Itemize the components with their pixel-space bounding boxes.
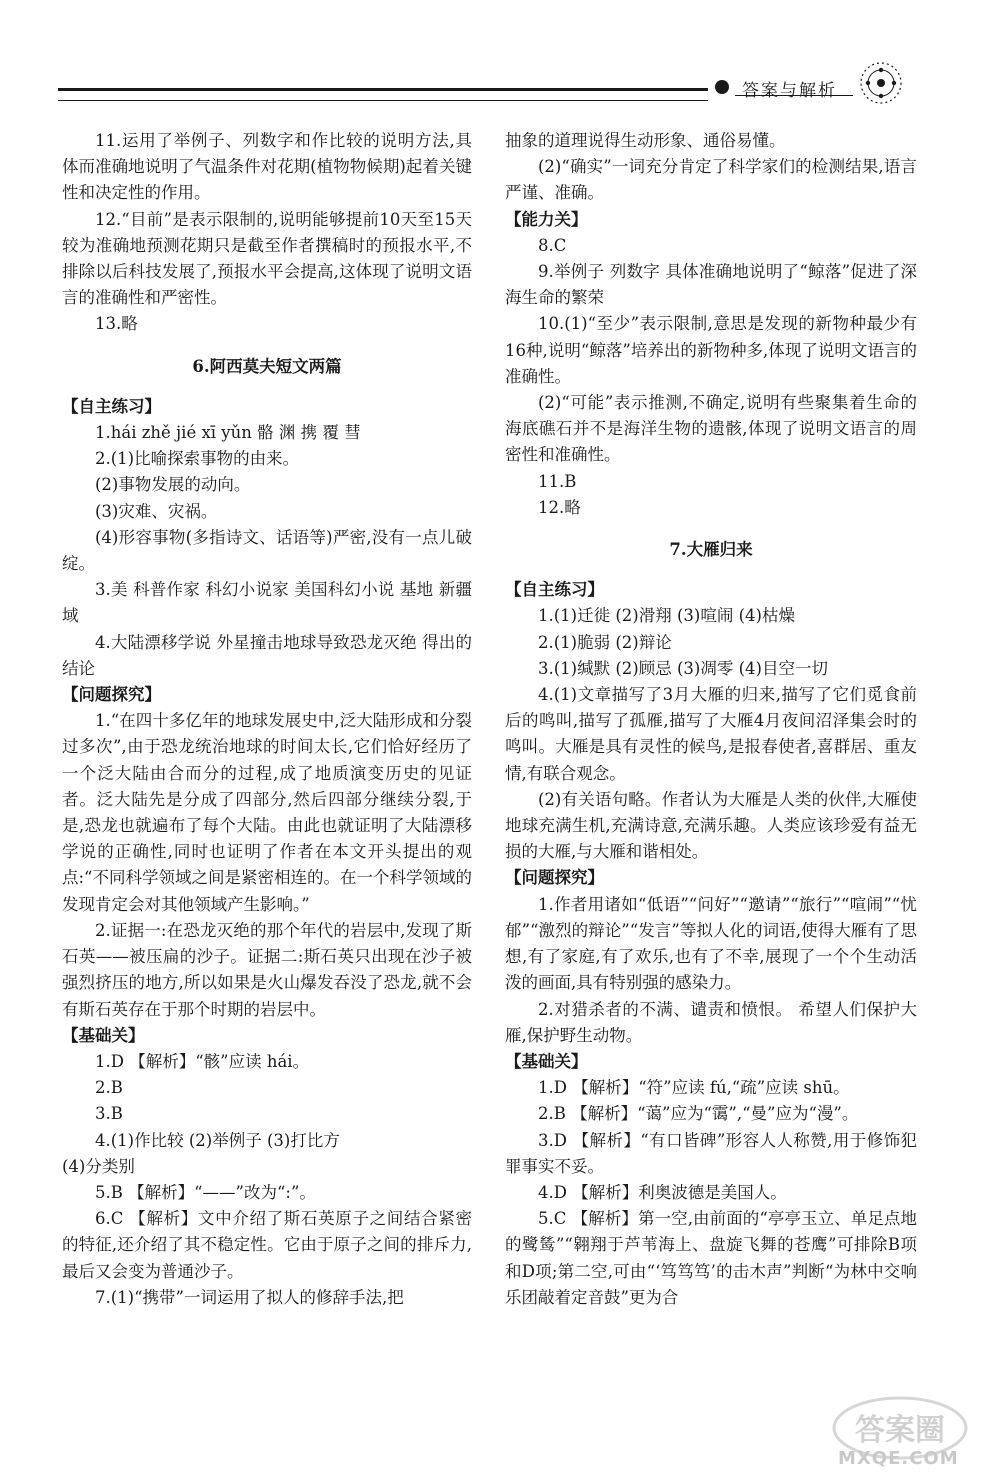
answer-paragraph: 11.运用了举例子、列数字和作比较的说明方法,具体而准确地说明了气温条件对花期(植物物候期)起着关键性和决定性的作用。: [62, 131, 472, 203]
answer-paragraph: 3.(1)缄默 (2)顾忌 (3)凋零 (4)目空一切: [538, 658, 828, 678]
answer-paragraph: 3.美 科普作家 科幻小说家 美国科幻小说 基地 新疆域: [62, 580, 472, 626]
watermark-logo-text: 答案圈: [855, 1413, 945, 1448]
answer-paragraph: 1.hái zhě jié xī yǔn 骼 渊 携 覆 彗: [95, 423, 361, 443]
answer-paragraph: 4.(1)文章描写了3月大雁的归来,描写了它们觅食前后的鸣叫,描写了孤雁,描写了大雁4月夜间沼泽集会时的鸣叫。大雁是具有灵性的候鸟,是报春使者,喜群居、重友情,有联合观念。: [505, 685, 917, 783]
bullet-icon: [715, 80, 729, 94]
answer-paragraph: 5.B 【解析】“——”改为“:”。: [95, 1182, 316, 1202]
answer-paragraph: (2)“可能”表示推测,不确定,说明有些聚集着生命的海底礁石并不是海洋生物的遗骸,体现了说明文语言的周密性和准确性。: [505, 393, 917, 465]
answer-paragraph: 9.举例子 列数字 具体准确地说明了“鲸落”促进了深海生命的繁荣: [505, 262, 917, 308]
answer-paragraph: 1.“在四十多亿年的地球发展史中,泛大陆形成和分裂过多次”,由于恐龙统治地球的时间太长,它们恰好经历了一个泛大陆由合而分的过程,成了地质演变历史的见证者。泛大陆先是分成了四部分,然后四部分继续分裂,于是,恐龙也就遍布了每个大陆。由此也就证明了大陆漂移学说的正确性,同时也证明了作者在本文开头提出的观点:“不同科学领域之间是紧密相连的。在一个科学领域的发现肯定会对其他领域产生影响。”: [62, 711, 472, 914]
answer-paragraph: 2.证据一:在恐龙灭绝的那个年代的岩层中,发现了斯石英——被压扁的沙子。证据二:斯石英只出现在沙子被强烈挤压的地方,所以如果是火山爆发吞没了恐龙,就不会有斯石英存在于那个时期的岩层中。: [62, 920, 472, 1019]
section-tag: 【问题探究】: [505, 868, 604, 888]
answer-paragraph: 4.(1)作比较 (2)举例子 (3)打比方: [95, 1130, 340, 1150]
section-tag: 【能力关】: [505, 209, 588, 229]
answer-paragraph: 3.D 【解析】“有口皆碑”形容人人称赞,用于修饰犯罪事实不妥。: [505, 1130, 917, 1176]
section-title: 7.大雁归来: [669, 540, 753, 560]
answer-paragraph: (2)有关语句略。作者认为大雁是人类的伙伴,大雁使地球充满生机,充满诗意,充满乐趣。人类应该珍爱有益无损的大雁,与大雁和谐相处。: [505, 789, 917, 862]
left-column: [62, 128, 472, 1311]
answer-paragraph: 7.(1)“携带”一词运用了拟人的修辞手法,把: [95, 1287, 404, 1307]
answer-paragraph: 2.B 【解析】“蔼”应为“霭”,“曼”应为“漫”。: [538, 1104, 859, 1124]
flower-emblem-icon: [858, 60, 904, 106]
answer-paragraph: 2.(1)脆弱 (2)辩论: [538, 632, 672, 652]
answer-paragraph: 13.略: [95, 314, 138, 334]
answer-paragraph: 1.D 【解析】“符”应读 fú,“疏”应读 shū。: [538, 1078, 850, 1098]
answer-paragraph: 1.作者用诸如“低语”“问好”“邀请”“旅行”“喧闹”“忧郁”“激烈的辩论”“发言”等拟人化的词语,使得大雁有了思想,有了家庭,有了欢乐,也有了不幸,展现了一个个生动活泼的画面,具有特别强的感染力。: [505, 894, 917, 993]
section-title: 6.阿西莫夫短文两篇: [192, 356, 342, 376]
answer-paragraph: 12.“目前”是表示限制的,说明能够提前10天至15天较为准确地预测花期只是截至作者撰稿时的预报水平,不排除以后科技发展了,预报水平会提高,这体现了说明文语言的准确性和严密性。: [62, 209, 472, 308]
answer-paragraph: (2)“确实”一词充分肯定了科学家们的检测结果,语言严谨、准确。: [505, 157, 917, 203]
answer-paragraph: 1.(1)迁徙 (2)滑翔 (3)喧闹 (4)枯燥: [538, 606, 795, 626]
section-tag: 【基础关】: [505, 1051, 588, 1071]
watermark-url: MXQE.COM: [838, 1448, 959, 1469]
answer-paragraph: (2)事物发展的动向。: [95, 475, 251, 495]
answer-paragraph: 2.B: [95, 1078, 123, 1098]
answer-paragraph: 12.略: [538, 497, 581, 517]
section-tag: 【问题探究】: [62, 685, 161, 705]
right-column: [505, 128, 917, 1311]
section-tag: 【自主练习】: [505, 580, 604, 600]
answer-paragraph: 8.C: [538, 235, 567, 255]
section-tag: 【基础关】: [62, 1025, 145, 1045]
answer-paragraph: 1.D 【解析】“骸”应读 hái。: [95, 1051, 310, 1071]
answer-paragraph: 6.C 【解析】文中介绍了斯石英原子之间结合紧密的特征,还介绍了其不稳定性。它由于原子之间的排斥力,最后又会变为普通沙子。: [62, 1209, 472, 1281]
header-rule: [58, 88, 708, 101]
answer-paragraph: 11.B: [538, 471, 577, 491]
answer-paragraph: 3.B: [95, 1104, 123, 1124]
answer-paragraph: 2.(1)比喻探索事物的由来。: [95, 449, 300, 469]
answer-paragraph: 4.大陆漂移学说 外星撞击地球导致恐龙灭绝 得出的结论: [62, 632, 472, 678]
answer-paragraph: (3)灾难、灾祸。: [95, 501, 218, 521]
answer-paragraph: (4)分类别: [62, 1156, 135, 1176]
answer-paragraph: 2.对猎杀者的不满、谴责和愤恨。 希望人们保护大雁,保护野生动物。: [505, 999, 917, 1045]
answer-paragraph: 5.C 【解析】第一空,由前面的“亭亭玉立、单足点地的鹭鸶”“翱翔于芦苇海上、盘旋飞舞的苍鹰”可排除B项和D项;第二空,可由“‘笃笃笃’的击木声”判断“为林中交响乐团敲着定音鼓”更为合: [505, 1209, 917, 1307]
answer-paragraph: 4.D 【解析】利奥波德是美国人。: [538, 1182, 787, 1202]
page-header-title: 答案与解析: [742, 81, 837, 101]
answer-paragraph: 10.(1)“至少”表示限制,意思是发现的新物种最少有16种,说明“鲸落”培养出的新物种多,体现了说明文语言的准确性。: [505, 314, 917, 386]
answer-paragraph: 抽象的道理说得生动形象、通俗易懂。: [505, 131, 786, 150]
section-tag: 【自主练习】: [62, 396, 161, 416]
answer-paragraph: (4)形容事物(多指诗文、话语等)严密,没有一点儿破绽。: [62, 527, 472, 574]
header-rule-extension: [735, 95, 853, 96]
